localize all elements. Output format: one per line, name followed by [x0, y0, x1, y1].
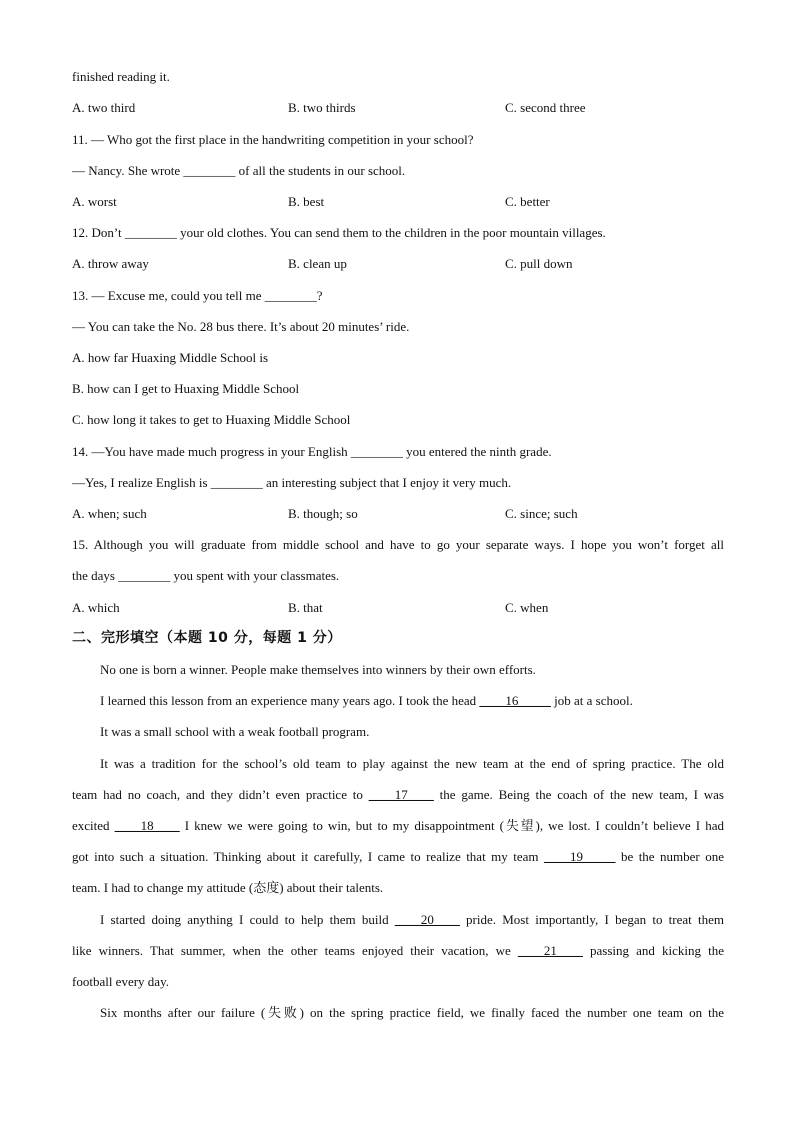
question-11: 11. — Who got the first place in the handwriting competition in your school?: [72, 132, 474, 147]
option-a: A. which: [72, 600, 120, 615]
option-b: B. though; so: [288, 506, 358, 521]
option-b: B. how can I get to Huaxing Middle School: [72, 381, 300, 396]
option-c: C. how long it takes to get to Huaxing Middle School: [72, 412, 351, 427]
blank-20: ____20____: [394, 912, 460, 927]
passage-text: got into such a situation. Thinking about it carefully, I came to realize that my team: [72, 849, 544, 864]
option-c: C. when: [505, 600, 549, 615]
option-c: C. since; such: [505, 506, 578, 521]
passage-line: football every day.: [72, 974, 169, 989]
question-15-cont: the days ________ you spent with your classmates.: [72, 568, 340, 583]
passage-line: [72, 943, 724, 959]
option-b: B. clean up: [288, 256, 347, 271]
blank-21: ____21____: [517, 943, 583, 958]
passage-text: job at a school.: [550, 693, 633, 708]
option-a: A. throw away: [72, 256, 149, 271]
passage-line: team. I had to change my attitude (态度) about their talents.: [72, 880, 384, 895]
passage-text: be the number one: [615, 849, 724, 864]
option-c: C. pull down: [505, 256, 573, 271]
passage-line: [72, 818, 724, 834]
passage-text: team had no coach, and they didn’t even practice to: [72, 787, 369, 802]
section-heading: 二、完形填空（本题 10 分，每题 1 分）: [72, 630, 342, 646]
passage-text: pride. Most importantly, I began to treat them: [459, 912, 724, 927]
passage-paragraph: It was a small school with a weak football program.: [100, 724, 370, 739]
passage-paragraph: No one is born a winner. People make themselves into winners by their own efforts.: [100, 662, 536, 677]
blank-19: ____19_____: [543, 849, 616, 864]
passage-text: passing and kicking the: [582, 943, 724, 958]
blank-16: ____16_____: [479, 693, 551, 708]
passage-line: [72, 849, 724, 865]
option-a: A. worst: [72, 194, 117, 209]
question-14: 14. —You have made much progress in your English ________ you entered the ninth grade.: [72, 444, 552, 459]
passage-text: excited: [72, 818, 115, 833]
passage-paragraph: It was a tradition for the school’s old team to play against the new team at the end of spring practice. The old: [100, 756, 724, 771]
text-line: finished reading it.: [72, 69, 170, 84]
question-14-reply: —Yes, I realize English is ________ an interesting subject that I enjoy it very much.: [72, 475, 512, 490]
option-b: B. best: [288, 194, 325, 209]
option-a: A. how far Huaxing Middle School is: [72, 350, 269, 365]
passage-text: I knew we were going to win, but to my disappointment (失望), we lost. I couldn’t believe I had: [179, 818, 724, 833]
question-12: 12. Don’t ________ your old clothes. You can send them to the children in the poor mountain villages.: [72, 225, 606, 240]
option-b: B. two thirds: [288, 100, 356, 115]
blank-18: ____18____: [114, 818, 180, 833]
passage-text: I started doing anything I could to help them build: [100, 912, 395, 927]
question-13: 13. — Excuse me, could you tell me ________?: [72, 288, 323, 303]
blank-17: ____17____: [368, 787, 434, 802]
passage-text: the game. Being the coach of the new team, I was: [433, 787, 724, 802]
passage-text: I learned this lesson from an experience many years ago. I took the head: [100, 693, 480, 708]
option-c: C. second three: [505, 100, 586, 115]
question-13-reply: — You can take the No. 28 bus there. It’s about 20 minutes’ ride.: [72, 319, 410, 334]
option-a: A. two third: [72, 100, 136, 115]
question-15: 15. Although you will graduate from middle school and have to go your separate ways. I hope you won’t forget all: [72, 537, 724, 552]
option-a: A. when; such: [72, 506, 147, 521]
option-c: C. better: [505, 194, 550, 209]
question-11-answer: — Nancy. She wrote ________ of all the students in our school.: [72, 163, 406, 178]
passage-text: like winners. That summer, when the other teams enjoyed their vacation, we: [72, 943, 518, 958]
passage-paragraph: Six months after our failure (失败) on the spring practice field, we finally faced the number one team on the: [100, 1005, 724, 1020]
passage-line: [72, 787, 724, 803]
passage-paragraph: [100, 912, 724, 928]
option-b: B. that: [288, 600, 323, 615]
passage-paragraph: [100, 693, 633, 709]
